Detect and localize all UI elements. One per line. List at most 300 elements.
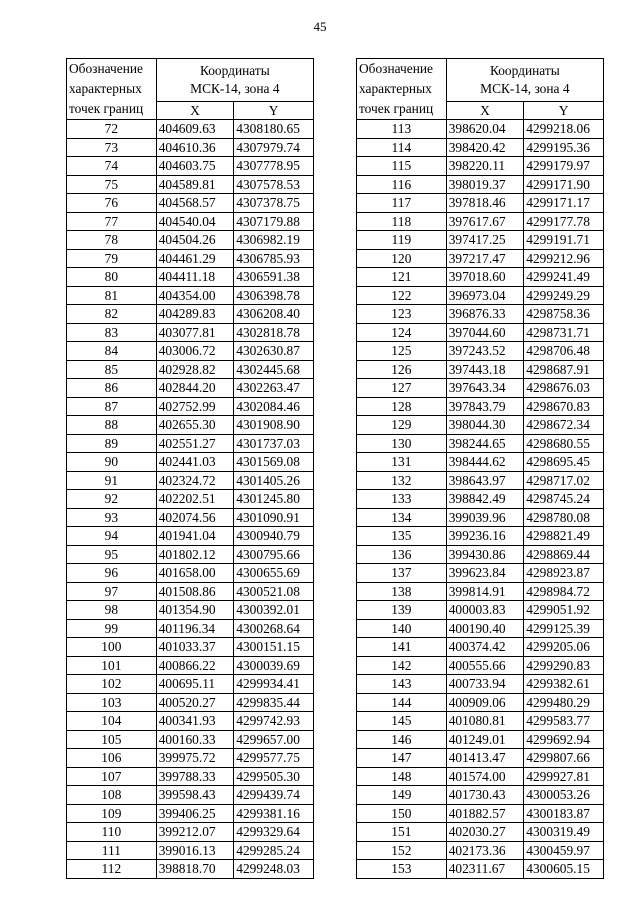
table-row — [67, 693, 314, 712]
y-coordinate-cell: 4299205.06 — [524, 638, 604, 657]
point-number-cell: 142 — [357, 656, 447, 675]
x-coordinate-cell: 404568.57 — [156, 194, 234, 213]
y-coordinate-cell: 4302263.47 — [234, 379, 314, 398]
point-number-cell: 75 — [67, 175, 157, 194]
table-row — [357, 397, 604, 416]
x-column-header: X — [156, 101, 234, 120]
coord-title-line-2: МСК-14, зона 4 — [190, 80, 280, 96]
y-coordinate-cell: 4298680.55 — [524, 434, 604, 453]
coordinates-header — [156, 59, 313, 102]
y-coordinate-cell: 4299212.96 — [524, 249, 604, 268]
table-row — [357, 638, 604, 657]
point-number-cell: 143 — [357, 675, 447, 694]
table-row — [357, 860, 604, 879]
point-number-cell: 150 — [357, 804, 447, 823]
x-coordinate-cell: 397643.34 — [446, 379, 524, 398]
table-row — [357, 231, 604, 250]
x-coordinate-cell: 398444.62 — [446, 453, 524, 472]
x-coordinate-cell: 397818.46 — [446, 194, 524, 213]
x-coordinate-cell: 398244.65 — [446, 434, 524, 453]
y-coordinate-cell: 4299927.81 — [524, 767, 604, 786]
x-coordinate-cell: 400555.66 — [446, 656, 524, 675]
y-coordinate-cell: 4300319.49 — [524, 823, 604, 842]
y-coordinate-cell: 4301737.03 — [234, 434, 314, 453]
y-coordinate-cell: 4307578.53 — [234, 175, 314, 194]
y-coordinate-cell: 4298670.83 — [524, 397, 604, 416]
table-row — [67, 138, 314, 157]
x-coordinate-cell: 401882.57 — [446, 804, 524, 823]
x-coordinate-cell: 401730.43 — [446, 786, 524, 805]
y-coordinate-cell: 4298731.71 — [524, 323, 604, 342]
point-number-cell: 83 — [67, 323, 157, 342]
x-coordinate-cell: 401413.47 — [446, 749, 524, 768]
table-row — [67, 490, 314, 509]
point-label-line-3: точек границ — [69, 101, 144, 116]
x-coordinate-cell: 404603.75 — [156, 157, 234, 176]
point-number-cell: 97 — [67, 582, 157, 601]
point-number-cell: 74 — [67, 157, 157, 176]
x-coordinate-cell: 400190.40 — [446, 619, 524, 638]
y-coordinate-cell: 4299179.97 — [524, 157, 604, 176]
point-number-cell: 88 — [67, 416, 157, 435]
table-row — [357, 675, 604, 694]
y-coordinate-cell: 4298984.72 — [524, 582, 604, 601]
point-number-cell: 148 — [357, 767, 447, 786]
point-number-cell: 78 — [67, 231, 157, 250]
table-row — [67, 379, 314, 398]
x-coordinate-cell: 402844.20 — [156, 379, 234, 398]
point-number-cell: 98 — [67, 601, 157, 620]
point-number-cell: 92 — [67, 490, 157, 509]
table-row — [67, 323, 314, 342]
x-coordinate-cell: 402551.27 — [156, 434, 234, 453]
point-number-cell: 105 — [67, 730, 157, 749]
y-coordinate-cell: 4299382.61 — [524, 675, 604, 694]
y-coordinate-cell: 4301090.91 — [234, 508, 314, 527]
point-number-cell: 106 — [67, 749, 157, 768]
table-row — [357, 360, 604, 379]
table-row — [357, 268, 604, 287]
x-coordinate-cell: 399598.43 — [156, 786, 234, 805]
table-row — [67, 471, 314, 490]
point-number-cell: 131 — [357, 453, 447, 472]
table-row — [357, 823, 604, 842]
y-coordinate-cell: 4299218.06 — [524, 120, 604, 139]
point-number-cell: 115 — [357, 157, 447, 176]
y-column-header: Y — [524, 101, 604, 120]
x-coordinate-cell: 401941.04 — [156, 527, 234, 546]
y-coordinate-cell: 4301908.90 — [234, 416, 314, 435]
table-row — [357, 138, 604, 157]
x-coordinate-cell: 396876.33 — [446, 305, 524, 324]
y-coordinate-cell: 4299195.36 — [524, 138, 604, 157]
point-number-cell: 146 — [357, 730, 447, 749]
point-number-cell: 103 — [67, 693, 157, 712]
point-number-cell: 89 — [67, 434, 157, 453]
y-coordinate-cell: 4298780.08 — [524, 508, 604, 527]
y-coordinate-cell: 4299807.66 — [524, 749, 604, 768]
y-coordinate-cell: 4300605.15 — [524, 860, 604, 879]
y-coordinate-cell: 4307378.75 — [234, 194, 314, 213]
table-row — [357, 619, 604, 638]
y-coordinate-cell: 4302818.78 — [234, 323, 314, 342]
x-coordinate-cell: 400160.33 — [156, 730, 234, 749]
point-number-cell: 82 — [67, 305, 157, 324]
table-row — [357, 767, 604, 786]
point-number-cell: 99 — [67, 619, 157, 638]
table-row — [67, 804, 314, 823]
x-coordinate-cell: 397217.47 — [446, 249, 524, 268]
x-column-header: X — [446, 101, 524, 120]
x-coordinate-cell: 398842.49 — [446, 490, 524, 509]
point-number-cell: 133 — [357, 490, 447, 509]
y-coordinate-cell: 4300268.64 — [234, 619, 314, 638]
table-row — [67, 730, 314, 749]
x-coordinate-cell: 401249.01 — [446, 730, 524, 749]
point-number-cell: 110 — [67, 823, 157, 842]
point-number-cell: 118 — [357, 212, 447, 231]
point-label-header — [357, 59, 447, 120]
y-coordinate-cell: 4299577.75 — [234, 749, 314, 768]
point-number-cell: 86 — [67, 379, 157, 398]
y-coordinate-cell: 4308180.65 — [234, 120, 314, 139]
x-coordinate-cell: 398220.11 — [446, 157, 524, 176]
table-row — [357, 804, 604, 823]
x-coordinate-cell: 404610.36 — [156, 138, 234, 157]
y-coordinate-cell: 4298706.48 — [524, 342, 604, 361]
table-row — [357, 249, 604, 268]
table-row — [67, 508, 314, 527]
point-number-cell: 151 — [357, 823, 447, 842]
y-coordinate-cell: 4299248.03 — [234, 860, 314, 879]
point-label-line-2: характерных — [69, 81, 142, 96]
point-number-cell: 116 — [357, 175, 447, 194]
point-number-cell: 90 — [67, 453, 157, 472]
y-coordinate-cell: 4299934.41 — [234, 675, 314, 694]
point-number-cell: 81 — [67, 286, 157, 305]
y-coordinate-cell: 4301569.08 — [234, 453, 314, 472]
coordinates-table-right — [356, 58, 604, 879]
x-coordinate-cell: 396973.04 — [446, 286, 524, 305]
table-row — [67, 860, 314, 879]
point-number-cell: 139 — [357, 601, 447, 620]
table-row — [357, 194, 604, 213]
x-coordinate-cell: 399788.33 — [156, 767, 234, 786]
table-row — [357, 508, 604, 527]
table-row — [357, 693, 604, 712]
y-coordinate-cell: 4306982.19 — [234, 231, 314, 250]
point-number-cell: 107 — [67, 767, 157, 786]
x-coordinate-cell: 401658.00 — [156, 564, 234, 583]
x-coordinate-cell: 401033.37 — [156, 638, 234, 657]
y-coordinate-cell: 4300940.79 — [234, 527, 314, 546]
point-number-cell: 128 — [357, 397, 447, 416]
x-coordinate-cell: 401196.34 — [156, 619, 234, 638]
point-number-cell: 136 — [357, 545, 447, 564]
point-number-cell: 76 — [67, 194, 157, 213]
x-coordinate-cell: 400341.93 — [156, 712, 234, 731]
x-coordinate-cell: 402324.72 — [156, 471, 234, 490]
point-number-cell: 113 — [357, 120, 447, 139]
point-number-cell: 104 — [67, 712, 157, 731]
point-number-cell: 152 — [357, 841, 447, 860]
table-row — [67, 582, 314, 601]
table-row — [67, 527, 314, 546]
point-number-cell: 102 — [67, 675, 157, 694]
x-coordinate-cell: 398620.04 — [446, 120, 524, 139]
x-coordinate-cell: 399039.96 — [446, 508, 524, 527]
y-coordinate-cell: 4298758.36 — [524, 305, 604, 324]
y-coordinate-cell: 4299051.92 — [524, 601, 604, 620]
y-coordinate-cell: 4302630.87 — [234, 342, 314, 361]
x-coordinate-cell: 404589.81 — [156, 175, 234, 194]
y-coordinate-cell: 4299329.64 — [234, 823, 314, 842]
x-coordinate-cell: 403006.72 — [156, 342, 234, 361]
y-coordinate-cell: 4306591.38 — [234, 268, 314, 287]
y-coordinate-cell: 4306208.40 — [234, 305, 314, 324]
x-coordinate-cell: 398044.30 — [446, 416, 524, 435]
table-row — [67, 841, 314, 860]
right-table-body — [357, 120, 604, 879]
y-coordinate-cell: 4299171.90 — [524, 175, 604, 194]
table-row — [67, 434, 314, 453]
x-coordinate-cell: 400733.94 — [446, 675, 524, 694]
y-coordinate-cell: 4299285.24 — [234, 841, 314, 860]
table-row — [67, 453, 314, 472]
y-coordinate-cell: 4300183.87 — [524, 804, 604, 823]
x-coordinate-cell: 402752.99 — [156, 397, 234, 416]
y-coordinate-cell: 4298676.03 — [524, 379, 604, 398]
x-coordinate-cell: 399814.91 — [446, 582, 524, 601]
point-number-cell: 135 — [357, 527, 447, 546]
x-coordinate-cell: 397443.18 — [446, 360, 524, 379]
point-number-cell: 112 — [67, 860, 157, 879]
point-number-cell: 129 — [357, 416, 447, 435]
x-coordinate-cell: 400909.06 — [446, 693, 524, 712]
x-coordinate-cell: 397617.67 — [446, 212, 524, 231]
coordinates-table-left — [66, 58, 314, 879]
table-row — [357, 157, 604, 176]
point-number-cell: 87 — [67, 397, 157, 416]
y-coordinate-cell: 4299191.71 — [524, 231, 604, 250]
table-row — [357, 175, 604, 194]
page-number: 45 — [313, 19, 327, 34]
point-number-cell: 73 — [67, 138, 157, 157]
coord-title-line-1: Координаты — [489, 62, 560, 78]
y-coordinate-cell: 4306785.93 — [234, 249, 314, 268]
table-row — [357, 749, 604, 768]
y-coordinate-cell: 4299290.83 — [524, 656, 604, 675]
point-number-cell: 95 — [67, 545, 157, 564]
point-number-cell: 121 — [357, 268, 447, 287]
x-coordinate-cell: 404461.29 — [156, 249, 234, 268]
point-number-cell: 122 — [357, 286, 447, 305]
point-number-cell: 126 — [357, 360, 447, 379]
y-coordinate-cell: 4299657.00 — [234, 730, 314, 749]
point-number-cell: 149 — [357, 786, 447, 805]
x-coordinate-cell: 398019.37 — [446, 175, 524, 194]
x-coordinate-cell: 401354.90 — [156, 601, 234, 620]
table-row — [357, 434, 604, 453]
point-number-cell: 119 — [357, 231, 447, 250]
point-number-cell: 120 — [357, 249, 447, 268]
y-coordinate-cell: 4300053.26 — [524, 786, 604, 805]
point-number-cell: 109 — [67, 804, 157, 823]
table-row — [357, 305, 604, 324]
x-coordinate-cell: 399016.13 — [156, 841, 234, 860]
x-coordinate-cell: 402311.67 — [446, 860, 524, 879]
x-coordinate-cell: 402655.30 — [156, 416, 234, 435]
point-label-line-2: характерных — [359, 81, 432, 96]
coord-title-line-2: МСК-14, зона 4 — [480, 80, 570, 96]
table-row — [67, 231, 314, 250]
y-coordinate-cell: 4298687.91 — [524, 360, 604, 379]
point-number-cell: 138 — [357, 582, 447, 601]
table-row — [67, 305, 314, 324]
y-coordinate-cell: 4299505.30 — [234, 767, 314, 786]
y-coordinate-cell: 4298717.02 — [524, 471, 604, 490]
point-number-cell: 123 — [357, 305, 447, 324]
point-label-line-3: точек границ — [359, 101, 434, 116]
x-coordinate-cell: 404289.83 — [156, 305, 234, 324]
y-coordinate-cell: 4300459.97 — [524, 841, 604, 860]
x-coordinate-cell: 400374.42 — [446, 638, 524, 657]
point-label-line-1: Обозначение — [359, 61, 433, 76]
point-number-cell: 125 — [357, 342, 447, 361]
point-number-cell: 124 — [357, 323, 447, 342]
point-number-cell: 137 — [357, 564, 447, 583]
table-row — [357, 286, 604, 305]
table-row — [67, 601, 314, 620]
y-column-header: Y — [234, 101, 314, 120]
table-row — [357, 786, 604, 805]
y-coordinate-cell: 4299835.44 — [234, 693, 314, 712]
x-coordinate-cell: 399236.16 — [446, 527, 524, 546]
x-coordinate-cell: 401802.12 — [156, 545, 234, 564]
y-coordinate-cell: 4298745.24 — [524, 490, 604, 509]
x-coordinate-cell: 400520.27 — [156, 693, 234, 712]
x-coordinate-cell: 400003.83 — [446, 601, 524, 620]
x-coordinate-cell: 404540.04 — [156, 212, 234, 231]
y-coordinate-cell: 4301245.80 — [234, 490, 314, 509]
point-number-cell: 130 — [357, 434, 447, 453]
point-label-line-1: Обозначение — [69, 61, 143, 76]
coordinates-header — [446, 59, 603, 102]
y-coordinate-cell: 4302084.46 — [234, 397, 314, 416]
x-coordinate-cell: 400866.22 — [156, 656, 234, 675]
y-coordinate-cell: 4307778.95 — [234, 157, 314, 176]
table-row — [67, 656, 314, 675]
x-coordinate-cell: 399975.72 — [156, 749, 234, 768]
x-coordinate-cell: 401080.81 — [446, 712, 524, 731]
y-coordinate-cell: 4301405.26 — [234, 471, 314, 490]
table-row — [357, 342, 604, 361]
y-coordinate-cell: 4299241.49 — [524, 268, 604, 287]
table-row — [357, 841, 604, 860]
table-row — [357, 471, 604, 490]
y-coordinate-cell: 4298672.34 — [524, 416, 604, 435]
table-row — [67, 212, 314, 231]
x-coordinate-cell: 402928.82 — [156, 360, 234, 379]
table-row — [357, 323, 604, 342]
table-row — [357, 453, 604, 472]
x-coordinate-cell: 404609.63 — [156, 120, 234, 139]
y-coordinate-cell: 4306398.78 — [234, 286, 314, 305]
table-row — [357, 730, 604, 749]
x-coordinate-cell: 399212.07 — [156, 823, 234, 842]
y-coordinate-cell: 4299439.74 — [234, 786, 314, 805]
table-row — [67, 823, 314, 842]
table-row — [357, 120, 604, 139]
x-coordinate-cell: 397044.60 — [446, 323, 524, 342]
y-coordinate-cell: 4299177.78 — [524, 212, 604, 231]
y-coordinate-cell: 4300039.69 — [234, 656, 314, 675]
point-number-cell: 77 — [67, 212, 157, 231]
y-coordinate-cell: 4299583.77 — [524, 712, 604, 731]
table-row — [67, 767, 314, 786]
table-row — [67, 342, 314, 361]
point-number-cell: 144 — [357, 693, 447, 712]
point-number-cell: 80 — [67, 268, 157, 287]
point-number-cell: 85 — [67, 360, 157, 379]
table-row — [357, 601, 604, 620]
point-number-cell: 72 — [67, 120, 157, 139]
x-coordinate-cell: 404354.00 — [156, 286, 234, 305]
point-number-cell: 96 — [67, 564, 157, 583]
point-number-cell: 145 — [357, 712, 447, 731]
x-coordinate-cell: 397417.25 — [446, 231, 524, 250]
y-coordinate-cell: 4298695.45 — [524, 453, 604, 472]
x-coordinate-cell: 401508.86 — [156, 582, 234, 601]
table-row — [357, 656, 604, 675]
table-row — [67, 749, 314, 768]
point-number-cell: 91 — [67, 471, 157, 490]
table-row — [67, 397, 314, 416]
x-coordinate-cell: 397843.79 — [446, 397, 524, 416]
x-coordinate-cell: 400695.11 — [156, 675, 234, 694]
y-coordinate-cell: 4299480.29 — [524, 693, 604, 712]
x-coordinate-cell: 402074.56 — [156, 508, 234, 527]
x-coordinate-cell: 399430.86 — [446, 545, 524, 564]
table-row — [67, 416, 314, 435]
x-coordinate-cell: 402202.51 — [156, 490, 234, 509]
point-number-cell: 84 — [67, 342, 157, 361]
y-coordinate-cell: 4300392.01 — [234, 601, 314, 620]
point-number-cell: 127 — [357, 379, 447, 398]
table-row — [67, 194, 314, 213]
left-table-body — [67, 120, 314, 879]
table-row — [67, 120, 314, 139]
x-coordinate-cell: 397018.60 — [446, 268, 524, 287]
table-row — [357, 712, 604, 731]
point-number-cell: 79 — [67, 249, 157, 268]
point-number-cell: 108 — [67, 786, 157, 805]
y-coordinate-cell: 4299742.93 — [234, 712, 314, 731]
x-coordinate-cell: 398818.70 — [156, 860, 234, 879]
table-row — [67, 175, 314, 194]
y-coordinate-cell: 4298821.49 — [524, 527, 604, 546]
point-label-header — [67, 59, 157, 120]
table-row — [357, 416, 604, 435]
table-row — [67, 249, 314, 268]
point-number-cell: 132 — [357, 471, 447, 490]
x-coordinate-cell: 399406.25 — [156, 804, 234, 823]
point-number-cell: 153 — [357, 860, 447, 879]
y-coordinate-cell: 4302445.68 — [234, 360, 314, 379]
y-coordinate-cell: 4300655.69 — [234, 564, 314, 583]
point-number-cell: 101 — [67, 656, 157, 675]
y-coordinate-cell: 4307179.88 — [234, 212, 314, 231]
